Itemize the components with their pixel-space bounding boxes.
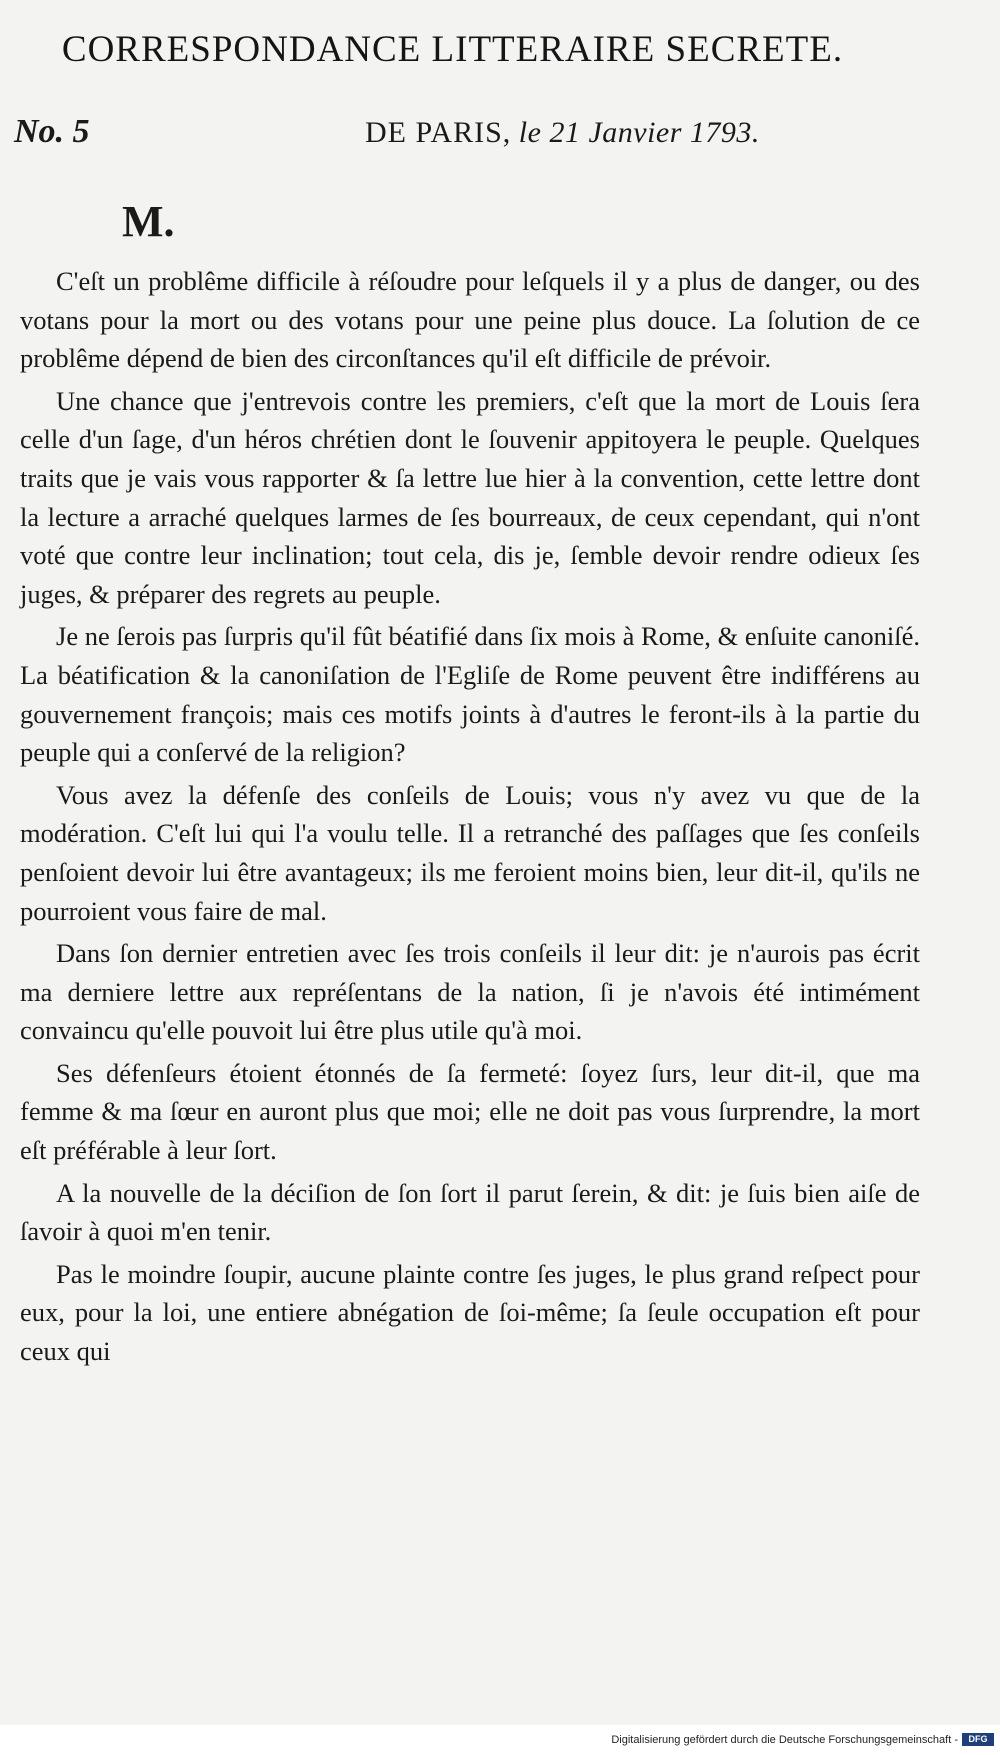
dateline-separator: , (502, 116, 519, 149)
paragraph: Ses défenſeurs étoient étonnés de ſa fermeté: ſoyez ſurs, leur dit-il, que ma femme & ma ſœur en auront plus que moi; elle ne doit pas vous ſurprendre, la mort eſt préférable à leur ſort. (20, 1057, 920, 1166)
paragraph: Pas le moindre ſoupir, aucune plainte contre ſes juges, le plus grand reſpect pour eux, pour la loi, une entiere abnégation de ſoi-même; ſa ſeule occupation eſt pour ceux qui (20, 1258, 920, 1367)
paragraph: Dans ſon dernier entretien avec ſes trois conſeils il leur dit: je n'aurois pas écrit ma derniere lettre aux repréſentans de la nation, ſi je n'avois été intimément convaincu qu'elle pouvoit lui être plus utile qu'à moi. (20, 938, 920, 1046)
issue-number: No. 5 (14, 113, 90, 150)
body-text (20, 262, 920, 1375)
dfg-logo-icon: DFG (962, 1733, 994, 1746)
page-title: CORRESPONDANCE LITTERAIRE SECRETE. (61, 29, 844, 70)
paragraph: Vous avez la défenſe des conſeils de Louis; vous n'y avez vu que de la modération. C'eſt lui qui l'a voulu telle. Il a retranché des paſſages que ſes conſeils penſoient devoir lui être avantageux; ils me feroient moins bien, leur dit-il, qu'ils ne pourroient vous faire de mal. (20, 779, 920, 926)
digitization-credit: Digitalisierung gefördert durch die Deutsche Forschungsgemeinschaft - (611, 1734, 958, 1746)
dateline (365, 116, 760, 150)
dateline-date: 21 Janvier 1793. (549, 116, 760, 149)
paragraph: Je ne ſerois pas ſurpris qu'il fût béatifié dans ſix mois à Rome, & enſuite canoniſé. La béatification & la canoniſation de l'Egliſe de Rome peuvent être indifférens au gouvernement françois; mais ces motifs joints à d'autres le feront-ils à la partie du peuple qui a conſervé de la religion? (20, 621, 920, 768)
digitization-footer (0, 1725, 1000, 1755)
paragraph: C'eſt un problême difficile à réſoudre pour leſquels il y a plus de danger, ou des votans pour la mort ou des votans pour une peine plus douce. La ſolution de ce problême dépend de bien des circonſtances qu'il eſt difficile de prévoir. (20, 266, 920, 374)
dateline-place: DE PARIS (365, 116, 503, 149)
paragraph: Une chance que j'entrevois contre les premiers, c'eſt que la mort de Louis ſera celle d'un ſage, d'un héros chrétien dont le ſouvenir appitoyera le peuple. Quelques traits que je vais vous rapporter & ſa lettre lue hier à la convention, cette lettre dont la lecture a arraché quelques larmes de ſes bourreaux, de ceux cependant, qui n'ont voté que contre leur inclination; tout cela, dis je, ſemble devoir rendre odieux ſes juges, & préparer des regrets au peuple. (20, 385, 920, 609)
salutation: M. (122, 197, 175, 246)
paragraph: A la nouvelle de la déciſion de ſon ſort il parut ſerein, & dit: je ſuis bien aiſe de ſavoir à quoi m'en tenir. (20, 1177, 920, 1247)
dateline-le: le (518, 116, 542, 149)
